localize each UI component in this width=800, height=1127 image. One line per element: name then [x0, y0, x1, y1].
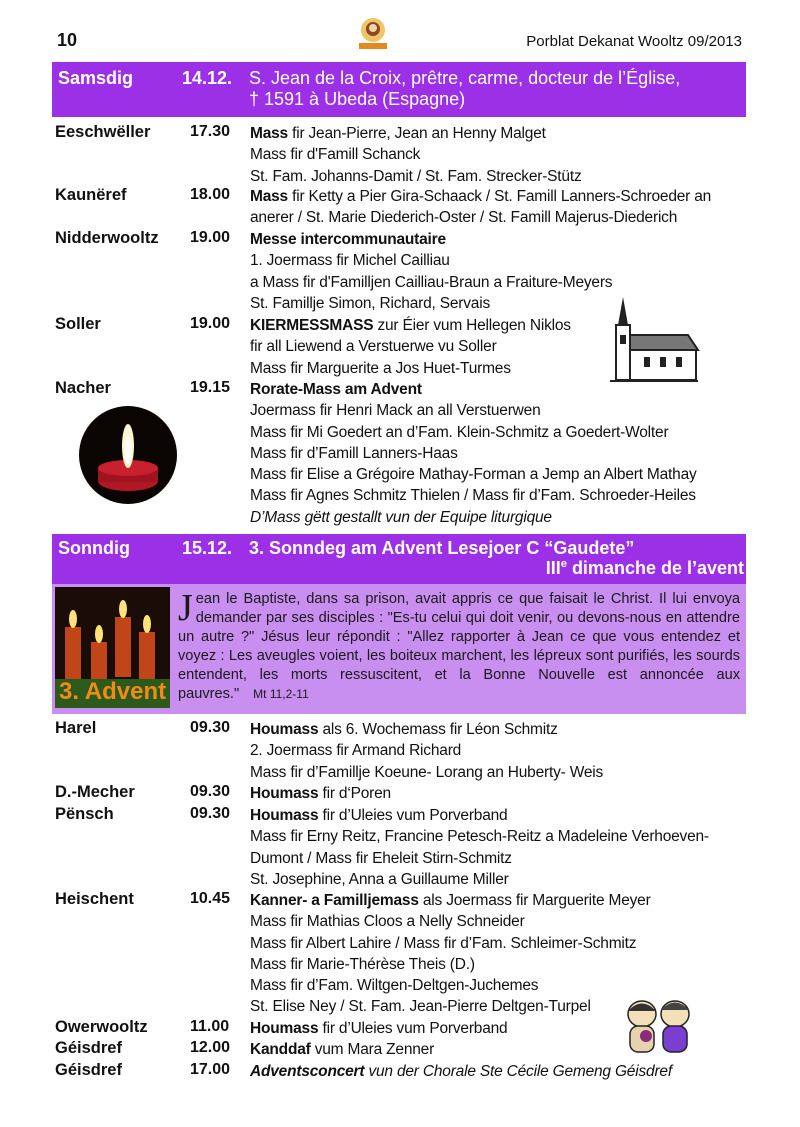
intention-line: [250, 975, 730, 996]
intention-text: Mass fir Marie-Thérèse Theis (D.): [250, 955, 475, 973]
feast-title-line2: † 1591 à Ubeda (Espagne): [249, 89, 466, 109]
intention-line: [250, 719, 730, 740]
intention-note: vun der Chorale Ste Cécile Gemeng Géisdref: [364, 1063, 672, 1080]
page-number: 10: [57, 30, 78, 50]
dropcap: J: [178, 587, 193, 629]
mass-time: 19.15: [190, 379, 231, 396]
intention-line: [250, 890, 730, 911]
children-illustration-icon: [620, 996, 698, 1056]
feast-title-line1: 3. Sonndeg am Advent Lesejoer C “Gaudete”: [249, 538, 635, 558]
intention-text: Mass fir d’Famillje Koeune- Lorang an Huberty- Weis: [250, 763, 604, 781]
intention-text: Mass fir Albert Lahire / Mass fir d’Fam. Schleimer-Schmitz: [250, 934, 637, 952]
gospel-quote-box: [52, 584, 746, 714]
intention-line: [250, 848, 730, 869]
mass-type: Kanner- a Familljemass: [250, 892, 419, 909]
feast-title-line2: [546, 558, 744, 579]
mass-type: Messe intercommunautaire: [250, 231, 446, 248]
intention-text: 1. Joermass fir Michel Cailliau: [250, 252, 450, 270]
intention-line: [250, 485, 730, 506]
intention-text: Joermass fir Henri Mack an all Verstuerwen: [250, 402, 541, 420]
intention-text: fir d’Uleies vum Porverband: [318, 1020, 508, 1037]
intention-text: St. Josephine, Anna a Guillaume Miller: [250, 870, 509, 888]
location-name: Pënsch: [55, 805, 114, 823]
intention-text: St. Elise Ney / St. Fam. Jean-Pierre Deltgen-Turpel: [250, 998, 591, 1016]
intention-line: [250, 250, 730, 271]
intention-text: Mass fir Mi Goedert an d’Fam. Klein-Schmitz a Goedert-Wolter: [250, 423, 669, 441]
feast-title-sup: e: [560, 558, 567, 570]
sunday-header: [52, 534, 746, 584]
feast-title-line1: S. Jean de la Croix, prêtre, carme, docteur de l’Église,: [249, 68, 681, 88]
intention-line: [250, 805, 730, 826]
intention-line: [250, 186, 730, 207]
intention-text: Mass fir Agnes Schmitz Thielen / Mass fir d’Fam. Schroeder-Heiles: [250, 487, 696, 505]
mass-intentions: [250, 783, 730, 804]
quote-reference: Mt 11,2-11: [253, 687, 309, 701]
mass-intentions: [250, 123, 730, 187]
mass-intentions: [250, 1061, 730, 1082]
mass-time: 17.00: [190, 1061, 231, 1078]
location-name: Nacher: [55, 379, 111, 397]
intention-text: Dumont / Mass fir Eheleit Stirn-Schmitz: [250, 849, 512, 867]
mass-intentions: [250, 719, 730, 783]
mass-time: 19.00: [190, 229, 231, 246]
mass-type: KIERMESSMASS: [250, 317, 374, 334]
intention-text: als Joermass fir Marguerite Meyer: [418, 892, 651, 909]
intention-line: [250, 123, 730, 144]
mass-type: Rorate-Mass am Advent: [250, 381, 422, 398]
intention-line: [250, 911, 730, 932]
day-label: Samsdig: [58, 68, 134, 88]
mass-type: Houmass: [250, 721, 319, 738]
intention-text: Mass fir d’Famill Lanners-Haas: [250, 444, 458, 462]
candle-image-icon: [79, 406, 177, 504]
location-name: Harel: [55, 719, 97, 737]
christus-logo-icon: [355, 16, 391, 54]
mass-type: Kanddaf: [250, 1041, 311, 1058]
mass-intentions: [250, 379, 730, 528]
intention-line: [250, 443, 730, 464]
intention-line: [250, 933, 730, 954]
mass-time: 18.00: [190, 186, 231, 203]
church-icon: [608, 295, 700, 383]
intention-line: [250, 826, 730, 847]
intention-text: anerer / St. Marie Diederich-Oster / St. Famill Majerus-Diederich: [250, 209, 678, 227]
intention-line: [250, 1061, 730, 1082]
mass-time: 09.30: [190, 783, 231, 800]
intention-line: [250, 400, 730, 421]
intention-line: [250, 762, 730, 783]
intention-text: fir d’Uleies vum Porverband: [318, 807, 508, 824]
intention-line: [250, 229, 730, 250]
intention-line: [250, 422, 730, 443]
intention-line: [250, 166, 730, 187]
mass-time: 11.00: [190, 1018, 230, 1035]
mass-type: Mass: [250, 125, 288, 142]
mass-intentions: [250, 805, 730, 890]
intention-text: fir d‘Poren: [318, 785, 391, 802]
intention-line: [250, 144, 730, 165]
intention-text: a Mass fir d'Familljen Cailliau-Braun a Fraiture-Meyers: [250, 273, 613, 291]
mass-type: Houmass: [250, 1020, 319, 1037]
intention-line: [250, 783, 730, 804]
intention-note: D’Mass gëtt gestallt vun der Equipe liturgique: [250, 508, 552, 526]
location-name: D.-Mecher: [55, 783, 135, 801]
location-name: Géisdref: [55, 1061, 122, 1079]
mass-time: 10.45: [190, 890, 231, 907]
location-name: Heischent: [55, 890, 134, 908]
intention-text: Mass fir Elise a Grégoire Mathay-Forman a Jemp an Albert Mathay: [250, 466, 697, 484]
intention-text: Mass fir d'Famill Schanck: [250, 146, 421, 164]
intention-text: als 6. Wochemass fir Léon Schmitz: [318, 721, 558, 738]
intention-text: Mass fir Marguerite a Jos Huet-Turmes: [250, 359, 511, 377]
advent-wreath-image: [55, 587, 170, 708]
mass-time: 17.30: [190, 123, 231, 140]
mass-type: Mass: [250, 188, 288, 205]
intention-text: St. Famillje Simon, Richard, Servais: [250, 294, 491, 312]
location-name: Nidderwooltz: [55, 229, 159, 247]
intention-text: vum Mara Zenner: [310, 1041, 435, 1058]
intention-line: [250, 207, 730, 228]
mass-time: 12.00: [190, 1039, 231, 1056]
gospel-quote-text: [178, 587, 740, 704]
intention-line: [250, 507, 730, 528]
publication-title: Porblat Dekanat Wooltz 09/2013: [526, 33, 742, 50]
mass-type: Houmass: [250, 785, 319, 802]
mass-type: Houmass: [250, 807, 319, 824]
feast-title-roman: III: [545, 558, 561, 578]
intention-text: Mass fir Erny Reitz, Francine Petesch-Reitz a Madeleine Verhoeven-: [250, 828, 709, 846]
intention-line: [250, 464, 730, 485]
intention-text: 2. Joermass fir Armand Richard: [250, 742, 462, 760]
intention-text: St. Fam. Johanns-Damit / St. Fam. Strecker-Stütz: [250, 167, 582, 185]
intention-text: fir all Liewend a Verstuerwe vu Soller: [250, 338, 497, 356]
intention-text: fir Jean-Pierre, Jean an Henny Malget: [287, 125, 546, 142]
intention-text: zur Éier vum Hellegen Niklos: [373, 317, 571, 334]
feast-title: [249, 68, 680, 110]
intention-line: [250, 740, 730, 761]
saturday-header: [52, 62, 746, 117]
intention-line: [250, 954, 730, 975]
mass-time: 09.30: [190, 805, 231, 822]
date-label: 14.12.: [182, 68, 233, 88]
mass-type: Adventsconcert: [250, 1063, 365, 1080]
quote-body: ean le Baptiste, dans sa prison, avait appris ce que faisait le Christ. Il lui envoya demander par ses disciples : "Es-tu celui qui doit venir, ou devons-nous en attendre un autre ?" Jésus leur répondit : "Allez rapporter à Jean ce que vous entendez et voyez : Les aveugles voient, les boiteux marchent, les lépreux sont purifiés, les sourds entendent, les morts ressuscitent, et la Bonne Nouvelle est annoncée aux pauvres.": [178, 591, 740, 702]
mass-time: 19.00: [190, 315, 231, 332]
intention-line: [250, 272, 730, 293]
intention-line: [250, 869, 730, 890]
mass-time: 09.30: [190, 719, 231, 736]
feast-title-rest: dimanche de l’avent: [566, 558, 744, 578]
location-name: Géisdref: [55, 1039, 122, 1057]
intention-text: Mass fir d’Fam. Wiltgen-Deltgen-Juchemes: [250, 977, 539, 995]
location-name: Soller: [55, 315, 101, 333]
date-label: 15.12.: [182, 538, 233, 558]
mass-intentions: [250, 186, 730, 229]
intention-text: fir Ketty a Pier Gira-Schaack / St. Famill Lanners-Schroeder an: [287, 188, 712, 205]
location-name: Eeschwëller: [55, 123, 151, 141]
day-label: Sonndig: [58, 538, 130, 558]
advent-image-label: 3. Advent: [59, 678, 167, 705]
location-name: Kaunëref: [55, 186, 127, 204]
location-name: Owerwooltz: [55, 1018, 148, 1036]
intention-text: Mass fir Mathias Cloos a Nelly Schneider: [250, 913, 525, 931]
